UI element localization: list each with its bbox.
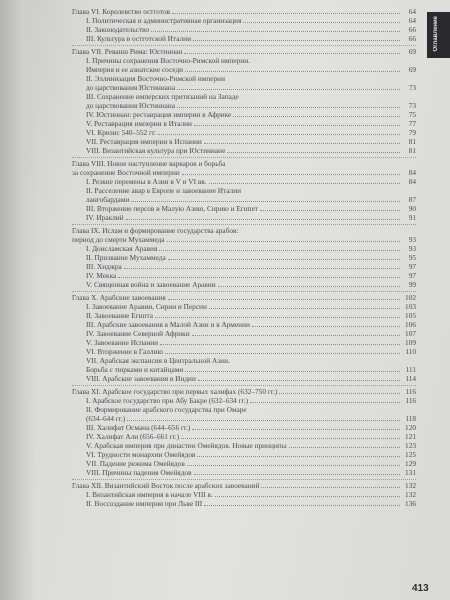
toc-entry-page: 69 [408,47,416,56]
dot-leader [127,420,400,421]
toc-section-entry [72,262,416,271]
toc-entry-page: 69 [408,65,416,74]
dot-leader [185,71,400,72]
toc-entry-page: 132 [405,481,416,490]
toc-section-entry [72,338,416,347]
toc-section-entry [72,320,416,329]
toc-entry-page: 120 [405,423,416,432]
dot-leader [194,474,400,475]
toc-entry-title: Глава VIII. Новое наступление варваров и борьба [72,159,226,168]
dot-leader [197,456,400,457]
toc-entry-page: 64 [408,16,416,25]
toc-section-entry [72,213,416,222]
toc-section-entry [72,356,416,365]
toc-chapter-entry [72,481,416,490]
toc-entry-title: I. Завоевание Аравии, Сирии и Персии [86,302,207,311]
dot-leader [185,371,400,372]
table-of-contents [72,7,416,508]
dot-leader [167,241,401,242]
toc-entry-page: 125 [405,450,416,459]
toc-chapter-entry [72,226,416,235]
toc-section-entry [72,119,416,128]
toc-entry-page: 93 [408,235,416,244]
toc-entry-page: 111 [405,365,416,374]
toc-entry-page: 129 [405,459,416,468]
toc-entry-page: 73 [408,83,416,92]
dot-leader [209,183,400,184]
toc-section-entry [72,110,416,119]
toc-entry-title: Борьба с тюрками и китайцами [86,365,184,374]
toc-entry-page: 97 [408,271,416,280]
toc-section-entry [72,441,416,450]
toc-entry-title: Глава IX. Ислам и формирование государства арабов: [72,226,239,235]
toc-entry-page: 107 [405,329,416,338]
toc-entry-title: до царствования Юстиниана [86,101,176,110]
toc-section-entry [72,177,416,186]
toc-entry-title: III. Культура в остготской Италии [86,34,191,43]
toc-entry-page: 121 [405,432,416,441]
toc-entry-title: I. Доисламская Аравия [86,244,158,253]
toc-entry-title: I. Арабское государство при Абу Бакре (632–634 гг.) [86,396,249,405]
toc-section-entry [72,34,416,43]
dot-leader [194,125,400,126]
dot-leader [158,134,400,135]
toc-entry-title: I. Резкие перемены в Азии в V и VI вв. [86,177,207,186]
toc-section-entry [72,253,416,262]
toc-section-entry [72,414,416,423]
toc-section-entry [72,65,416,74]
toc-entry-page: 81 [408,137,416,146]
toc-section-entry [72,405,416,414]
dot-leader [215,496,400,497]
toc-entry-title: II. Формирование арабского государства при Омаре [86,405,247,414]
page-number: 413 [412,583,429,594]
toc-entry-title: VI. Кризис 540–552 гг. [86,128,156,137]
dot-leader [289,447,400,448]
dot-leader [159,250,400,251]
toc-entry-page: 84 [408,168,416,177]
toc-section-entry [72,311,416,320]
toc-entry-page: 99 [408,280,416,289]
chapter-divider [72,45,416,46]
dot-leader [243,22,400,23]
toc-entry-page: 116 [405,396,416,405]
toc-entry-title: II. Призвание Мухаммеда [86,253,166,262]
toc-entry-title: период до смерти Мухаммеда [72,235,165,244]
toc-entry-title: VIII. Византийская культура при Юстиниане [86,146,226,155]
chapter-divider [72,291,416,292]
section-tab-label: Оглавление [433,16,439,52]
toc-entry-title: Глава XI. Арабское государство при первых халифах (632–750 гг.) [72,387,278,396]
dot-leader [279,393,400,394]
toc-entry-page: 81 [408,146,416,155]
toc-entry-title: III. Вторжение персов в Малую Азию, Сирию и Египет [86,204,259,213]
toc-section-entry [72,374,416,383]
chapter-divider [72,479,416,480]
toc-entry-page: 87 [408,195,416,204]
toc-entry-title: Глава VII. Реванш Рима: Юстиниан [72,47,183,56]
toc-entry-page: 106 [405,320,416,329]
toc-entry-page: 95 [408,253,416,262]
toc-entry-title: Глава X. Арабские завоевания [72,293,166,302]
dot-leader [192,335,400,336]
dot-leader [187,465,400,466]
toc-entry-title: IV. Юстиниан: реставрация империи в Африке [86,110,232,119]
toc-chapter-entry [72,47,416,56]
dot-leader [118,277,400,278]
toc-entry-title: III. Арабские завоевания в Малой Азии и в Армении [86,320,250,329]
toc-section-entry [72,92,416,101]
toc-entry-title: II. Воссоздание империи при Льве III [86,499,203,508]
dot-leader [250,402,400,403]
toc-entry-page: 64 [408,7,416,16]
toc-entry-page: 116 [405,387,416,396]
toc-entry-page: 73 [408,101,416,110]
toc-section-entry [72,195,416,204]
toc-section-entry [72,347,416,356]
toc-entry-title: II. Завоевание Египта [86,311,154,320]
toc-section-entry [72,244,416,253]
toc-section-entry [72,468,416,477]
toc-entry-title: за сохранение Восточной империи [72,168,180,177]
toc-entry-page: 110 [405,347,416,356]
chapter-divider [72,385,416,386]
toc-section-entry [72,490,416,499]
dot-leader [126,219,400,220]
toc-entry-title: VI. Трудности монархии Омейядов [86,450,196,459]
toc-entry-title: V. Реставрация империи в Италии [86,119,192,128]
toc-section-entry [72,423,416,432]
toc-entry-title: II. Эллинизация Восточно-Римской империи [86,74,225,83]
toc-entry-page: 132 [405,490,416,499]
toc-section-entry [72,83,416,92]
toc-entry-page: 103 [405,302,416,311]
dot-leader [155,317,400,318]
dot-leader [227,152,400,153]
toc-entry-page: 66 [408,34,416,43]
dot-leader [233,116,400,117]
toc-section-entry [72,450,416,459]
toc-entry-title: VIII. Причины падения Омейядов [86,468,192,477]
toc-entry-page: 114 [405,374,416,383]
dot-leader [198,380,400,381]
toc-entry-page: 79 [408,128,416,137]
toc-entry-title: I. Причины сохранения Восточно-Римской империи. [86,56,250,65]
toc-section-entry [72,329,416,338]
dot-leader [124,268,400,269]
dot-leader [131,201,400,202]
dot-leader [165,353,400,354]
book-spine-shadow [0,0,36,600]
dot-leader [181,438,400,439]
toc-entry-title: IV. Мекка [86,271,117,280]
toc-entry-page: 77 [408,119,416,128]
toc-entry-page: 102 [405,293,416,302]
toc-entry-page: 136 [405,499,416,508]
toc-entry-title: VII. Арабская экспансия в Центральной Азии. [86,356,230,365]
dot-leader [160,344,400,345]
toc-entry-title: IV. Ираклий [86,213,124,222]
toc-section-entry [72,280,416,289]
dot-leader [218,286,400,287]
toc-section-entry [72,146,416,155]
toc-entry-title: VI. Вторжение в Галлию [86,347,163,356]
dot-leader [204,143,400,144]
toc-entry-title: Империя и ее азиатские соседи [86,65,184,74]
toc-entry-title: IV. Халифат Али (656–661 гг.) [86,432,180,441]
toc-section-entry [72,302,416,311]
toc-entry-title: до царствования Юстиниана [86,83,176,92]
toc-entry-page: 91 [408,213,416,222]
toc-entry-page: 93 [408,244,416,253]
toc-chapter-entry [72,159,416,168]
dot-leader [260,210,400,211]
toc-section-entry [72,137,416,146]
dot-leader [204,505,400,506]
dot-leader [151,31,400,32]
toc-entry-page: 118 [405,414,416,423]
toc-entry-page: 105 [405,311,416,320]
chapter-divider [72,224,416,225]
dot-leader [209,308,400,309]
toc-entry-title: VIII. Арабские завоевания в Индии [86,374,196,383]
toc-entry-title: Глава XII. Византийский Восток после арабских завоеваний [72,481,260,490]
toc-entry-title: V. Завоевание Испании [86,338,159,347]
toc-entry-page: 75 [408,110,416,119]
dot-leader [182,174,400,175]
dot-leader [177,107,400,108]
toc-entry-page: 131 [405,468,416,477]
dot-leader [172,13,400,14]
dot-leader [177,89,400,90]
toc-entry-page: 66 [408,25,416,34]
dot-leader [168,259,400,260]
toc-entry-title: III. Хиджра [86,262,122,271]
toc-chapter-entry [72,168,416,177]
toc-section-entry [72,271,416,280]
toc-entry-page: 123 [405,441,416,450]
toc-entry-title: (634–644 гг.) [86,414,126,423]
toc-chapter-entry [72,293,416,302]
toc-entry-title: II. Законодательство [86,25,150,34]
toc-entry-title: лангобардами [86,195,130,204]
toc-entry-page: 109 [405,338,416,347]
dot-leader [168,299,400,300]
toc-entry-title: VII. Падение режима Омейядов [86,459,185,468]
toc-section-entry [72,101,416,110]
toc-section-entry [72,204,416,213]
toc-section-entry [72,25,416,34]
toc-section-entry [72,365,416,374]
toc-chapter-entry [72,7,416,16]
toc-entry-page: 84 [408,177,416,186]
toc-section-entry [72,432,416,441]
toc-entry-title: III. Халифат Османа (644–656 гг.) [86,423,191,432]
dot-leader [192,429,400,430]
toc-entry-page: 90 [408,204,416,213]
toc-entry-title: V. Арабская империя при династии Омейядов. Новые принципы [86,441,287,450]
dot-leader [193,40,400,41]
toc-entry-title: Глава VI. Королевство остготов [72,7,171,16]
toc-section-entry [72,499,416,508]
toc-entry-title: VII. Реставрация империи в Испании [86,137,202,146]
toc-entry-title: II. Расселение авар в Европе и завоевание Италии [86,186,242,195]
toc-section-entry [72,16,416,25]
toc-entry-title: V. Священная война и завоевание Аравии [86,280,216,289]
toc-chapter-entry [72,387,416,396]
toc-entry-title: I. Политическая и административная организация [86,16,242,25]
toc-entry-title: III. Сохранение имперских притязаний на Западе [86,92,239,101]
toc-chapter-entry [72,235,416,244]
toc-section-entry [72,128,416,137]
toc-entry-title: IV. Завоевание Северной Африки [86,329,190,338]
toc-section-entry [72,396,416,405]
toc-section-entry [72,459,416,468]
dot-leader [252,326,400,327]
toc-section-entry [72,74,416,83]
toc-section-entry [72,56,416,65]
toc-section-entry [72,186,416,195]
chapter-divider [72,157,416,158]
dot-leader [261,487,400,488]
toc-entry-page: 97 [408,262,416,271]
toc-entry-title: I. Византийская империя в начале VIII в. [86,490,213,499]
dot-leader [184,53,400,54]
section-tab [427,12,450,58]
